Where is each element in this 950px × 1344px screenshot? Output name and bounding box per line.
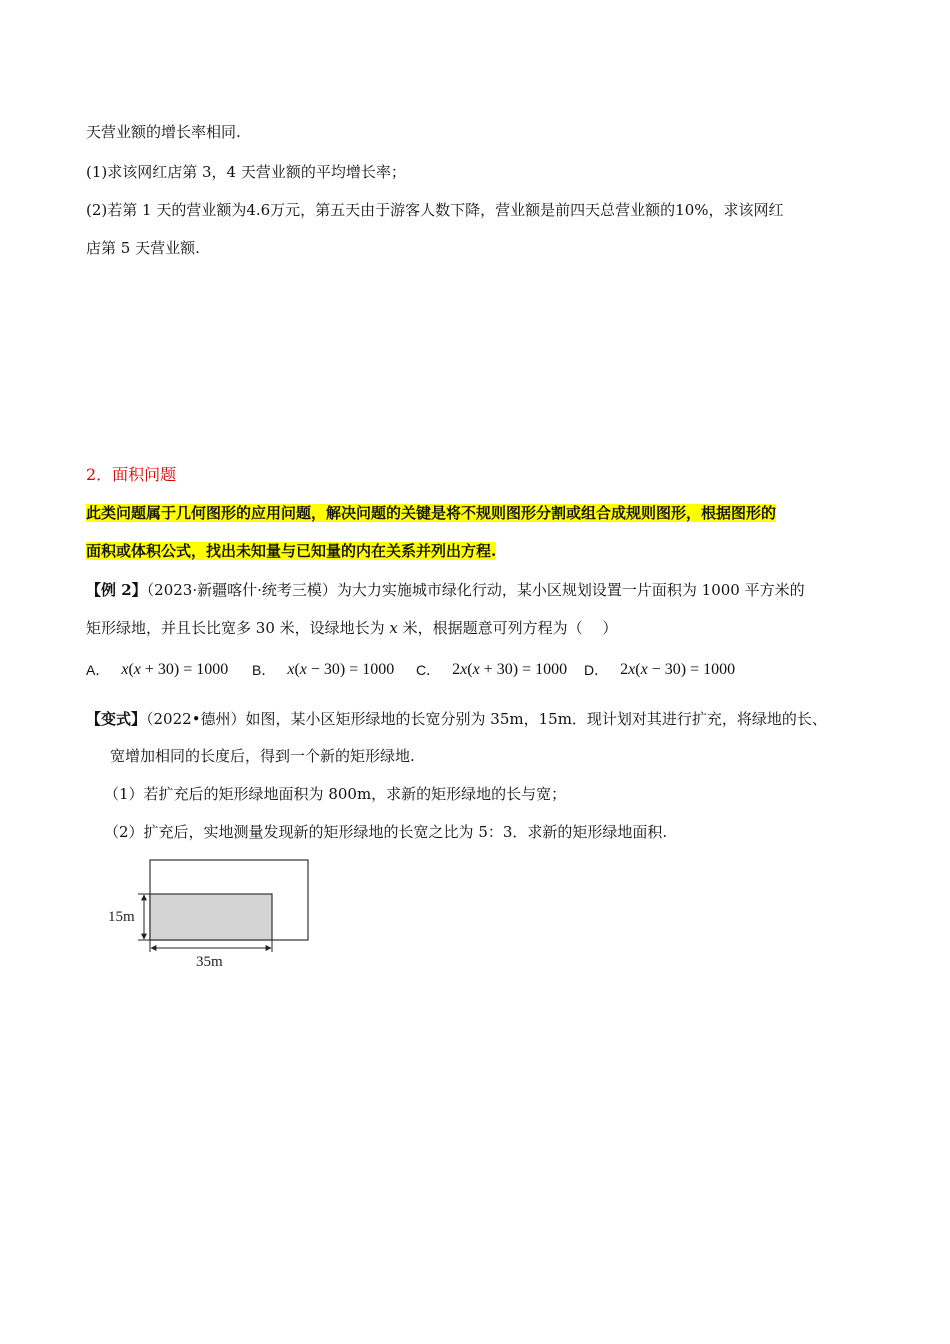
question-2-line-2: 店第 5 天营业额. — [86, 239, 200, 257]
original-rectangle — [150, 894, 272, 940]
option-equation: 2x(x + 30) = 1000 — [452, 661, 568, 678]
example-line-1 — [86, 580, 805, 600]
option-c[interactable] — [416, 660, 567, 680]
section-heading: 2．面积问题 — [86, 465, 177, 484]
highlight-text: 此类问题属于几何图形的应用问题，解决问题的关键是将不规则图形分割或组合成规则图形，根据图形的 — [86, 504, 777, 522]
option-a[interactable] — [86, 660, 228, 680]
variant-line-2: 宽增加相同的长度后，得到一个新的矩形绿地. — [110, 747, 415, 765]
height-label: 15m — [108, 909, 135, 925]
example-tag: 【例 2】 — [86, 581, 147, 599]
variant-text: （2022•德州）如图，某小区矩形绿地的长宽分别为 35m，15m．现计划对其进行扩充，将绿地的长、 — [146, 710, 827, 728]
variant-question-1: （1）若扩充后的矩形绿地面积为 800m，求新的矩形绿地的长与宽； — [104, 785, 567, 803]
example-line-2 — [86, 618, 617, 638]
question-1: (1)求该网红店第 3，4 天营业额的平均增长率； — [86, 163, 406, 181]
option-equation: x(x + 30) = 1000 — [121, 661, 229, 678]
option-label: B． — [252, 662, 276, 678]
option-d[interactable] — [584, 660, 735, 680]
option-b[interactable] — [252, 660, 394, 680]
variable-x: x — [389, 619, 398, 637]
example-text: （2023·新疆喀什·统考三模）为大力实施城市绿化行动，某小区规划设置一片面积为 1000 平方米的 — [146, 581, 805, 599]
figure-rectangles — [100, 852, 340, 972]
problem-continuation: 天营业额的增长率相同. — [86, 123, 241, 141]
variant-tag: 【变式】 — [86, 710, 147, 728]
option-label: C． — [416, 662, 441, 678]
question-2-line-1: (2)若第 1 天的营业额为4.6万元，第五天由于游客人数下降，营业额是前四天总营业额的10%，求该网红 — [86, 201, 784, 219]
example-text: 米，根据题意可列方程为（ ） — [397, 619, 618, 637]
option-equation: 2x(x − 30) = 1000 — [620, 661, 736, 678]
option-equation: x(x − 30) = 1000 — [287, 661, 395, 678]
width-label: 35m — [196, 954, 223, 970]
option-label: A． — [86, 662, 110, 678]
variant-question-2: （2）扩充后，实地测量发现新的矩形绿地的长宽之比为 5：3．求新的矩形绿地面积. — [104, 823, 668, 841]
highlight-text: 面积或体积公式，找出未知量与已知量的内在关系并列出方程. — [86, 542, 497, 560]
section-note-line-2 — [86, 541, 496, 561]
option-label: D． — [584, 662, 609, 678]
section-note-line-1 — [86, 503, 776, 523]
variant-line-1 — [86, 709, 827, 729]
example-text: 矩形绿地，并且长比宽多 30 米，设绿地长为 — [86, 619, 390, 637]
